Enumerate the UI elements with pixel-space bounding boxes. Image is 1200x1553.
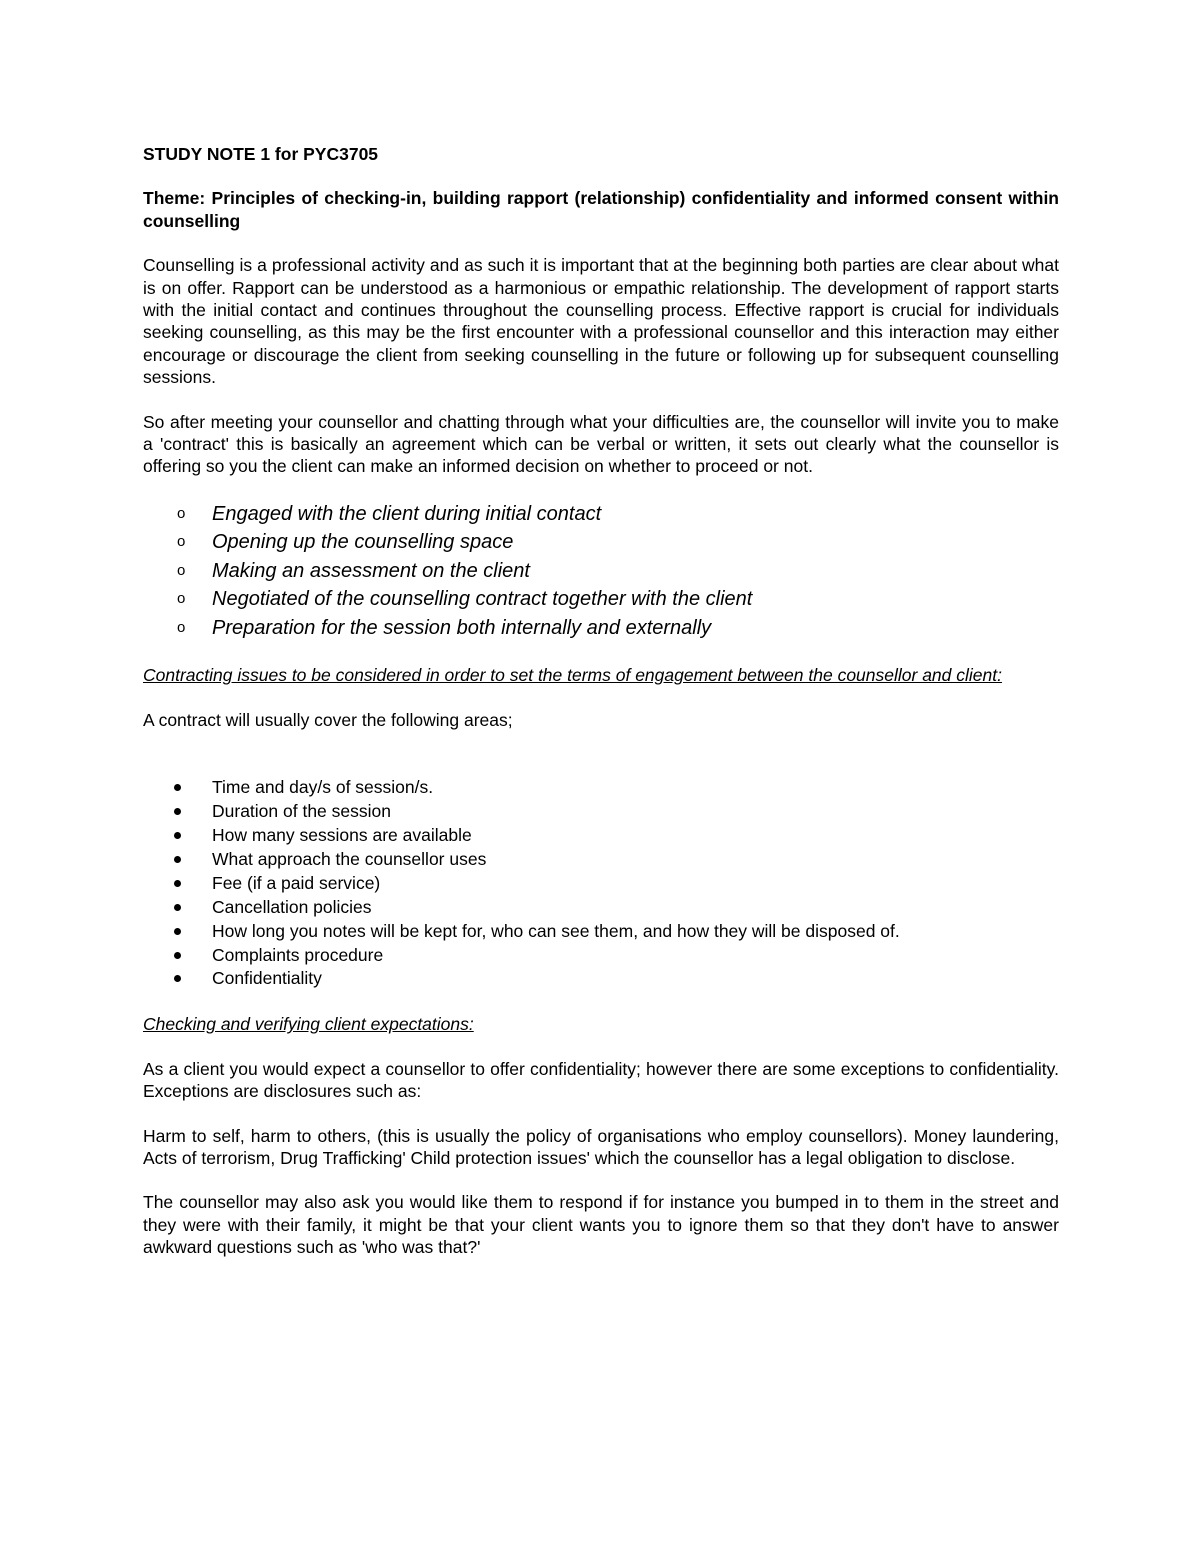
intro-paragraph: Counselling is a professional activity and as such it is important that at the beginning both parties are clear about what is on offer. Rapport can be understood as a harmonious or empathic relationship. The development of rapport starts with the initial contact and continues throughout the counselling process. Effective rapport is crucial for individuals seeking counselling, as this may be the first encounter with a professional counsellor and this interaction may either encourage or discourage the client from seeking counselling in the future or following up for subsequent counselling sessions. xyxy=(143,255,1059,388)
list-item: Confidentiality xyxy=(143,967,1059,991)
contract-paragraph: So after meeting your counsellor and chatting through what your difficulties are, the counsellor will invite you to make a 'contract' this is basically an agreement which can be verbal or written, it sets out clearly what the counsellor is offering so you the client can make an informed decision on whether to proceed or not. xyxy=(143,411,1059,477)
list-item xyxy=(143,500,1059,529)
list-item xyxy=(143,585,1059,614)
bullet-icon xyxy=(174,784,181,791)
stage-text: Making an assessment on the client xyxy=(212,559,530,582)
bullet-icon xyxy=(174,904,181,911)
list-item: How many sessions are available xyxy=(143,824,1059,848)
circle-bullet-icon: o xyxy=(177,618,186,636)
exceptions-paragraph: Harm to self, harm to others, (this is usually the policy of organisations who employ counsellors). Money laundering, Acts of terrorism, Drug Trafficking' Child protection issues' which the counsellor has a legal obligation to disclose. xyxy=(143,1125,1059,1168)
list-item: How long you notes will be kept for, who can see them, and how they will be disposed of. xyxy=(143,920,1059,944)
list-item: Cancellation policies xyxy=(143,896,1059,920)
document-title: STUDY NOTE 1 for PYC3705 xyxy=(143,144,379,164)
stage-text: Opening up the counselling space xyxy=(212,531,514,554)
bullet-icon xyxy=(174,808,181,815)
list-item xyxy=(143,528,1059,557)
contracting-heading: Contracting issues to be considered in order to set the terms of engagement between the counsellor and client: xyxy=(143,665,1002,686)
list-item: Time and day/s of session/s. xyxy=(143,776,1059,800)
stage-text: Negotiated of the counselling contract together with the client xyxy=(212,588,753,611)
bullet-icon xyxy=(174,975,181,982)
circle-bullet-icon: o xyxy=(177,533,186,551)
list-item: Duration of the session xyxy=(143,800,1059,824)
bullet-icon xyxy=(174,856,181,863)
expectations-heading: Checking and verifying client expectations: xyxy=(143,1014,474,1035)
stages-list xyxy=(143,500,1059,643)
contract-areas-list xyxy=(143,776,1059,991)
list-item xyxy=(143,557,1059,586)
circle-bullet-icon: o xyxy=(177,561,186,579)
stage-text: Engaged with the client during initial contact xyxy=(212,502,602,525)
bullet-icon xyxy=(174,928,181,935)
encounter-paragraph: The counsellor may also ask you would like them to respond if for instance you bumped in to them in the street and they were with their family, it might be that your client wants you to ignore them so that they don't have to answer awkward questions such as 'who was that?' xyxy=(143,1192,1059,1258)
theme-heading: Theme: Principles of checking-in, building rapport (relationship) confidentiality and informed consent within counselling xyxy=(143,188,1059,231)
list-item: What approach the counsellor uses xyxy=(143,848,1059,872)
list-item: Complaints procedure xyxy=(143,944,1059,968)
stage-text: Preparation for the session both internally and externally xyxy=(212,616,712,639)
bullet-icon xyxy=(174,880,181,887)
circle-bullet-icon: o xyxy=(177,504,186,522)
bullet-icon xyxy=(174,832,181,839)
circle-bullet-icon: o xyxy=(177,590,186,608)
list-item: Fee (if a paid service) xyxy=(143,872,1059,896)
document-page xyxy=(143,130,1059,1259)
list-item xyxy=(143,614,1059,643)
contract-intro: A contract will usually cover the following areas; xyxy=(143,709,513,730)
confidentiality-paragraph: As a client you would expect a counsellor to offer confidentiality; however there are some exceptions to confidentiality. Exceptions are disclosures such as: xyxy=(143,1058,1059,1102)
bullet-icon xyxy=(174,952,181,959)
